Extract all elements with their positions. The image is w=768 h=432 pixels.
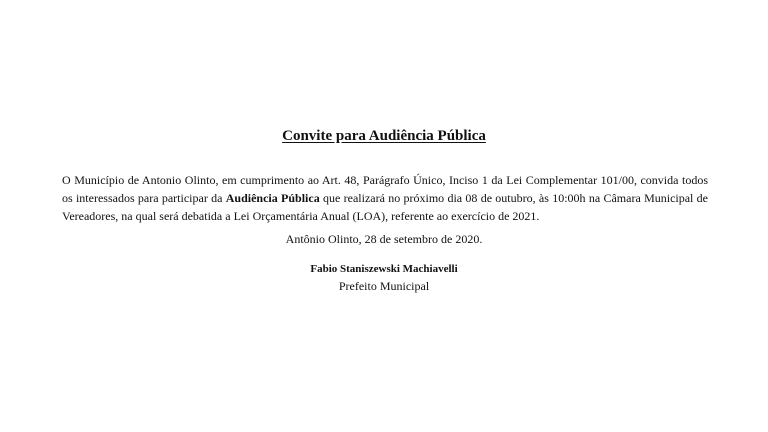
paragraph-emphasis-text: Audiência Pública xyxy=(225,191,320,205)
document-title: Convite para Audiência Pública xyxy=(282,128,486,144)
place-date: Antônio Olinto, 28 de setembro de 2020. xyxy=(285,232,483,246)
paragraph-details-text: que realizará no próximo dia 08 de outubro, às 10:00h na Câmara Municipal de Vereadores, na qual será debatida a Lei Orçamentária Anual (LOA), referente ao exercício de 2021. xyxy=(62,191,709,223)
invitation-paragraph xyxy=(62,171,708,225)
paragraph-intro-text: O Município de Antonio Olinto, em cumprimento ao Art. 48, Parágrafo Único, Inciso 1 da Lei Complementar 101/00, convida todos os interessados para participar da xyxy=(62,173,708,205)
signer-name: Fabio Staniszewski Machiavelli xyxy=(310,263,458,275)
signer-role: Prefeito Municipal xyxy=(338,279,430,293)
